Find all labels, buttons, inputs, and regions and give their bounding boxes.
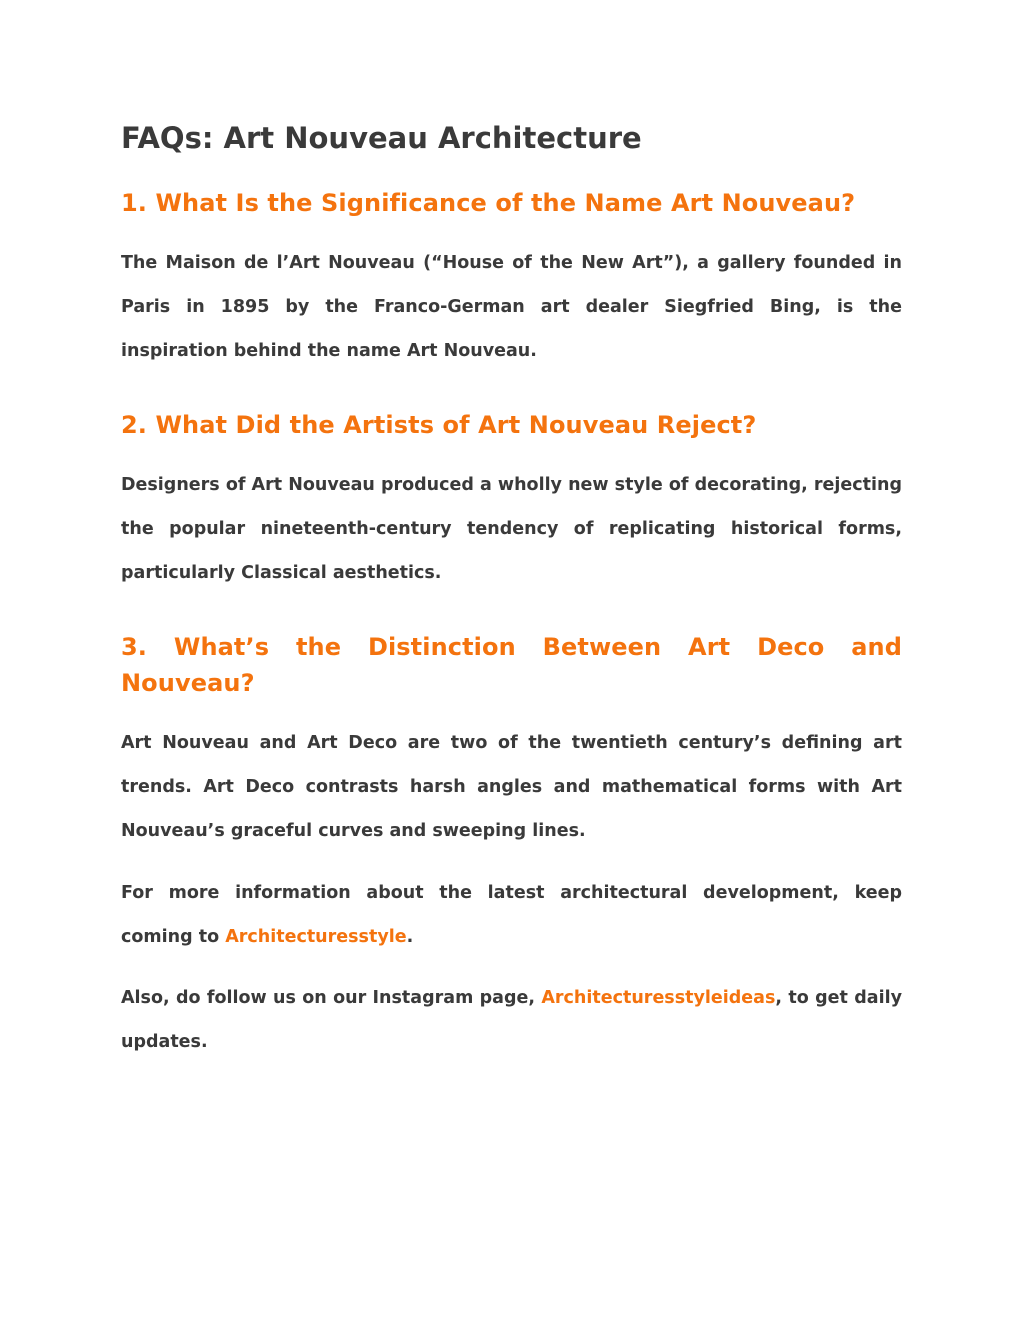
more-info-suffix: . bbox=[406, 927, 414, 947]
faq-question-1: 1. What Is the Significance of the Name Art Nouveau? bbox=[121, 189, 856, 217]
follow-suffix: , to get daily updates. bbox=[121, 988, 902, 1052]
faq-question-3: 3. What’s the Distinction Between Art Deco and Nouveau? bbox=[121, 633, 902, 697]
faq-question-2: 2. What Did the Artists of Art Nouveau Reject? bbox=[121, 411, 757, 439]
page-title: FAQs: Art Nouveau Architecture bbox=[121, 121, 642, 155]
architecturesstyle-link[interactable]: Architecturesstyle bbox=[225, 927, 407, 947]
more-info-text: For more information about the latest architectural development, keep coming to bbox=[121, 883, 902, 947]
more-info-paragraph bbox=[121, 871, 902, 959]
follow-text: Also, do follow us on our Instagram page, bbox=[121, 988, 542, 1008]
instagram-link[interactable]: Architecturesstyleideas bbox=[541, 988, 776, 1008]
faq-answer-1: The Maison de l’Art Nouveau (“House of the New Art”), a gallery founded in Paris in 1895 by the Franco-German art dealer Siegfried Bing, is the inspiration behind the name Art Nouveau. bbox=[121, 253, 902, 361]
faq-answer-3: Art Nouveau and Art Deco are two of the twentieth century’s defining art trends. Art Deco contrasts harsh angles and mathematical forms with Art Nouveau’s graceful curves and sweeping lines. bbox=[121, 733, 902, 841]
faq-answer-2: Designers of Art Nouveau produced a wholly new style of decorating, rejecting the popular nineteenth-century tendency of replicating historical forms, particularly Classical aesthetics. bbox=[121, 475, 902, 583]
follow-paragraph bbox=[121, 976, 902, 1064]
